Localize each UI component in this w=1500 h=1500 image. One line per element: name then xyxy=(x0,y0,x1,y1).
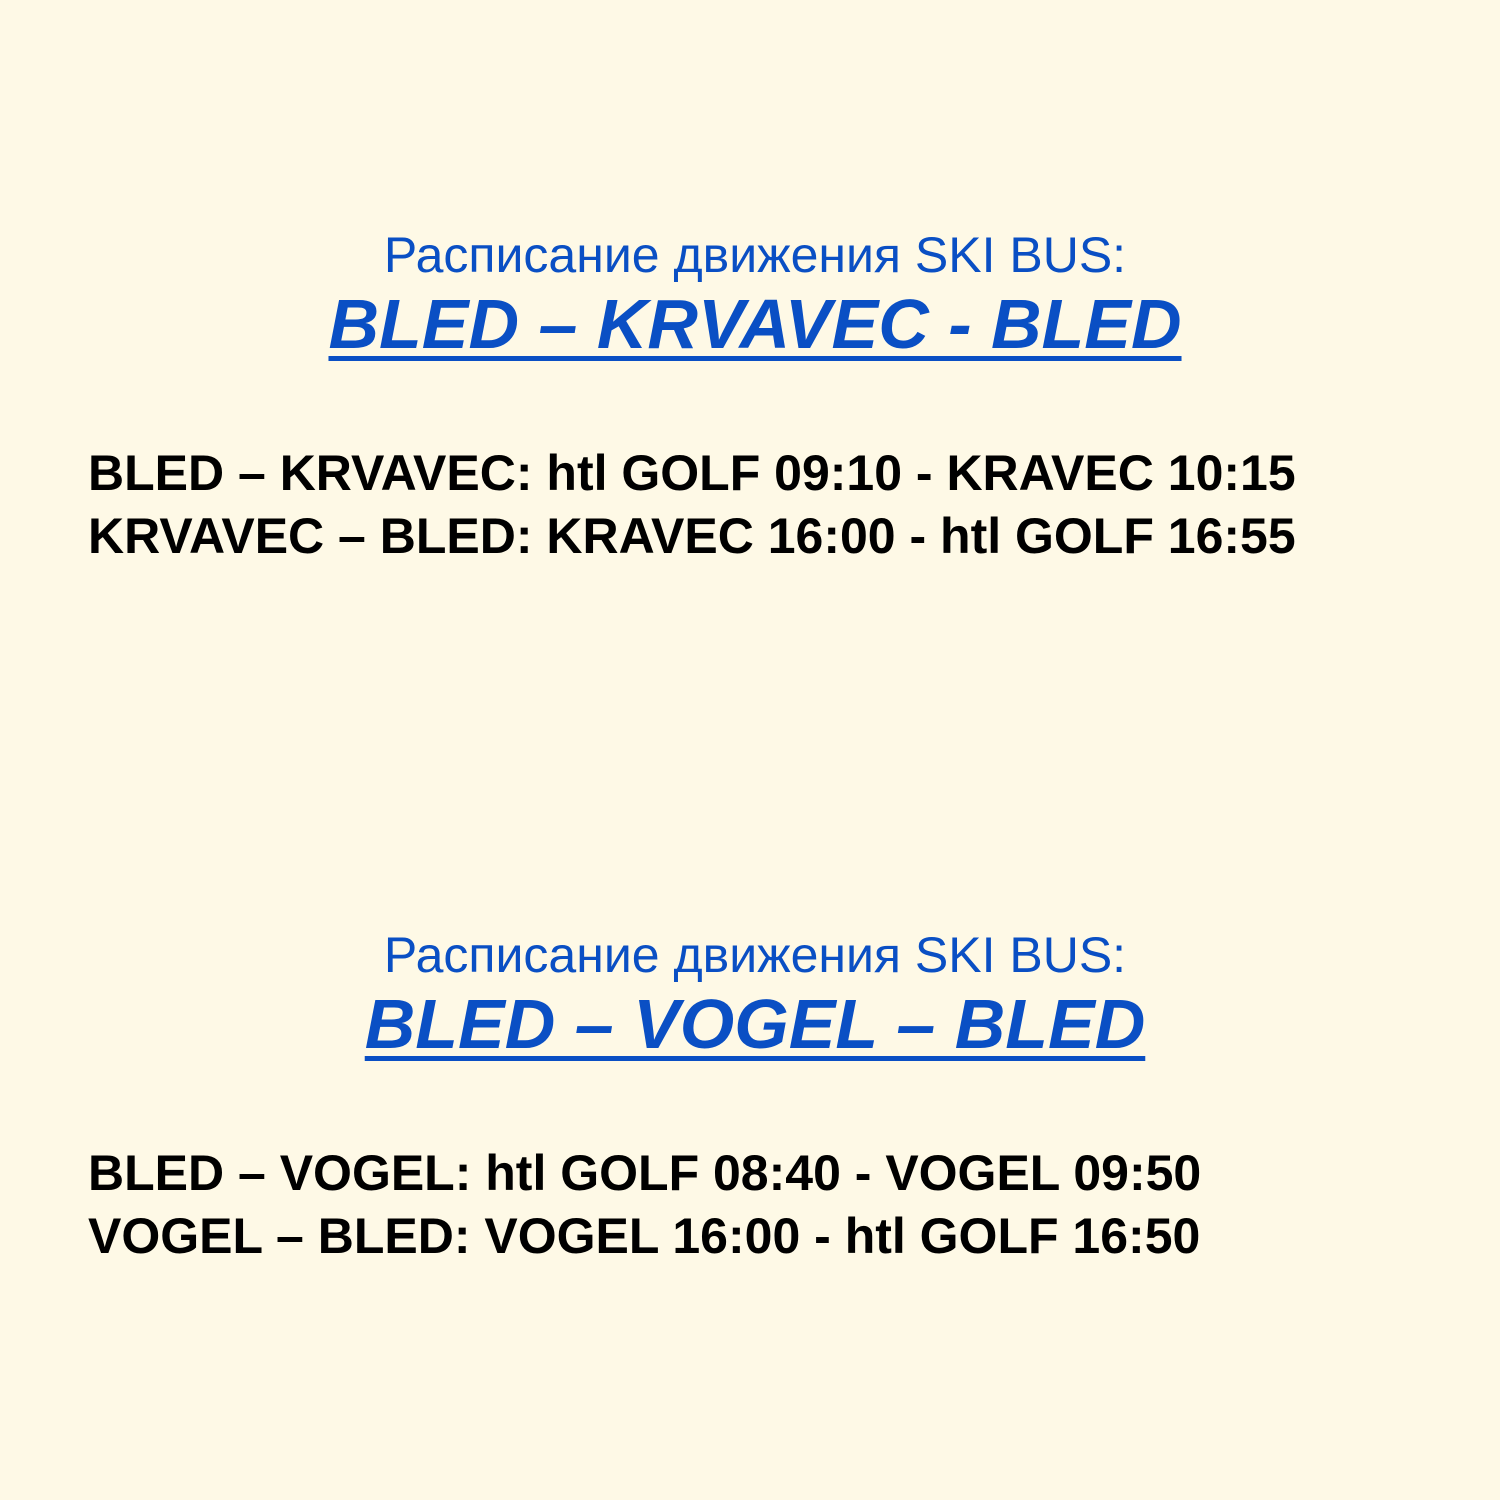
schedule-line-outbound: BLED – VOGEL: htl GOLF 08:40 - VOGEL 09:50 xyxy=(88,1145,1202,1201)
route-title: BLED – KRVAVEC - BLED xyxy=(328,285,1182,363)
schedule-line-outbound: BLED – KRVAVEC: htl GOLF 09:10 - KRAVEC 10:15 xyxy=(88,445,1296,501)
krvavec-schedule-section xyxy=(0,226,1500,564)
route-title: BLED – VOGEL – BLED xyxy=(364,985,1146,1063)
section-subtitle: Расписание движения SKI BUS: xyxy=(383,227,1127,283)
schedule-list xyxy=(88,1142,1201,1268)
vogel-schedule-section xyxy=(0,926,1500,1264)
section-subtitle: Расписание движения SKI BUS: xyxy=(383,927,1127,983)
schedule-line-return: KRVAVEC – BLED: KRAVEC 16:00 - htl GOLF 16:55 xyxy=(88,508,1296,564)
schedule-list xyxy=(88,442,1296,568)
schedule-line-return: VOGEL – BLED: VOGEL 16:00 - htl GOLF 16:50 xyxy=(88,1208,1201,1264)
